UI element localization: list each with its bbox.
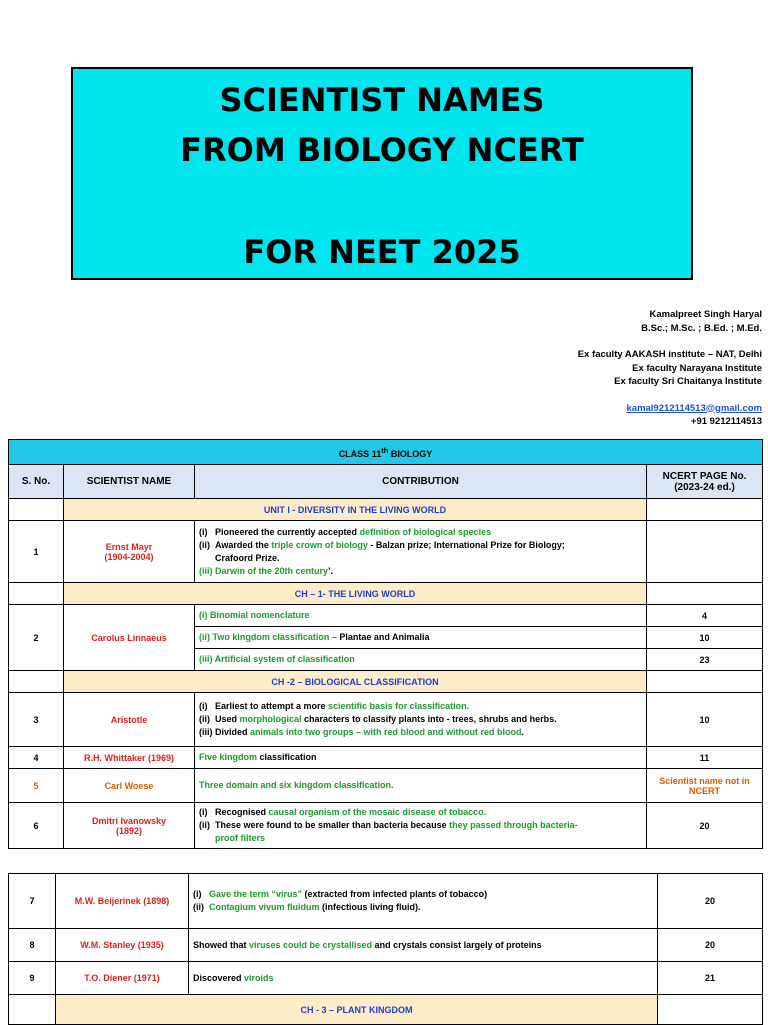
chapter-heading: CH -2 – BIOLOGICAL CLASSIFICATION [64,671,647,693]
header-contribution: CONTRIBUTION [195,465,647,499]
chapter-heading: CH – 1- THE LIVING WORLD [64,583,647,605]
scientist-name: Dmitri Ivanowsky (1892) [64,803,195,849]
author-phone: +91 9212114513 [690,416,762,427]
header-name: SCIENTIST NAME [64,465,195,499]
author-exp-2: Ex faculty Narayana Institute [632,362,762,374]
scientist-table-2 [8,873,763,1025]
author-exp-1: Ex faculty AAKASH institute – NAT, Delhi [577,349,762,360]
unit-heading: UNIT I - DIVERSITY IN THE LIVING WORLD [64,499,647,521]
table-row: (ii) Two kingdom classification – Plantae and Animalia 10 [9,627,763,649]
table-row: 1 Ernst Mayr (1904-2004) (i) Pioneered the currently accepted definition of biological species (ii) Awarded the triple crown of biology - Balzan prize; International Prize for Biology; Crafoord Prize. (iii) Darwin of the 20th century’. [9,521,763,583]
table-row: 3 Aristotle (i) Earliest to attempt a more scientific basis for classification. (ii) Used morphological characters to classify plants into - trees, shrubs and herbs. (iii) Divided animals into two groups – with red blood and without red blood. 10 [9,693,763,747]
scientist-name: M.W. Beijerinek (1898) [56,874,189,929]
author-block [578,308,762,429]
table-row: 9 T.O. Diener (1971) Discovered viroids 21 [9,962,763,995]
table-row: 5 Carl Woese Three domain and six kingdom classification. Scientist name not in NCERT [9,769,763,803]
scientist-name: Aristotle [64,693,195,747]
author-exp-3: Ex faculty Sri Chaitanya Institute [614,376,762,387]
header-sno: S. No. [9,465,64,499]
title-line-1: SCIENTIST NAMES [219,81,545,119]
scientist-name: Carl Woese [64,769,195,803]
table-row: 7 M.W. Beijerinek (1898) (i) Gave the term “virus” (extracted from infected plants of tobacco) (ii) Contagium vivum fluidum (infectious living fluid). 20 [9,874,763,929]
class-heading: CLASS 11th BIOLOGY [9,440,763,465]
table-row: 6 Dmitri Ivanowsky (1892) (i) Recognised causal organism of the mosaic disease of tobacco. (ii) These were found to be smaller than bacteria because they passed through bacteria- proof filters 20 [9,803,763,849]
title-box [71,67,693,280]
scientist-table-1 [8,439,763,849]
author-name: Kamalpreet Singh Haryal [649,309,762,320]
contribution-cell: (i) Pioneered the currently accepted definition of biological species (ii) Awarded the triple crown of biology - Balzan prize; International Prize for Biology; Crafoord Prize. (iii) Darwin of the 20th century’. [195,521,647,583]
table-row: 4 R.H. Whittaker (1969) Five kingdom classification 11 [9,747,763,769]
title-line-3: FOR NEET 2025 [243,233,521,271]
header-page: NCERT PAGE No. (2023-24 ed.) [647,465,763,499]
table-row: (iii) Artificial system of classification 23 [9,649,763,671]
author-email-link[interactable]: kamal9212114513@gmail.com [626,402,762,414]
scientist-name: W.M. Stanley (1935) [56,929,189,962]
scientist-name: T.O. Diener (1971) [56,962,189,995]
scientist-name: Ernst Mayr (1904-2004) [64,521,195,583]
table-row: 8 W.M. Stanley (1935) Showed that viruses could be crystallised and crystals consist largely of proteins 20 [9,929,763,962]
title-line-2: FROM BIOLOGY NCERT [180,131,584,169]
author-degrees: B.Sc.; M.Sc. ; B.Ed. ; M.Ed. [641,322,762,334]
table-row: 2 Carolus Linnaeus (i) Binomial nomenclature 4 [9,605,763,627]
scientist-name: Carolus Linnaeus [64,605,195,671]
scientist-name: R.H. Whittaker (1969) [64,747,195,769]
chapter-heading: CH - 3 – PLANT KINGDOM [56,995,658,1025]
